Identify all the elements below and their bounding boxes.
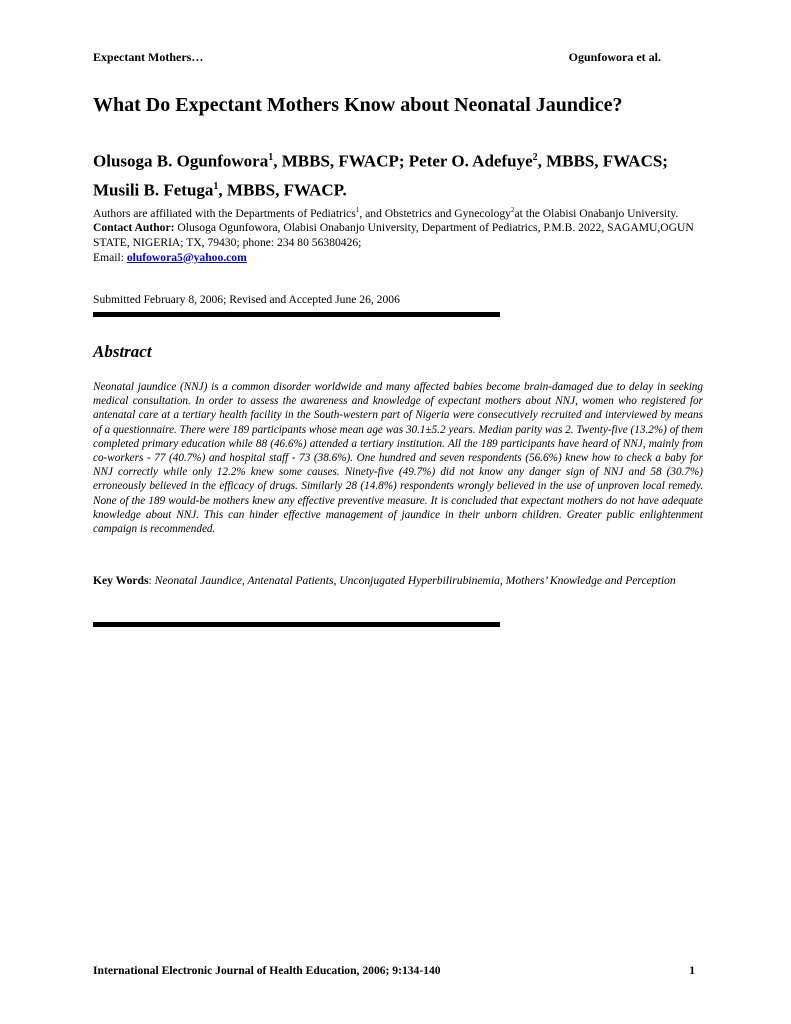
page-number: 1 [689,964,695,977]
affiliation-text: at the Olabisi Onabanjo University. [514,206,679,220]
author-degrees: , MBBS, FWACP; [273,151,409,171]
author-degrees: , MBBS, FWACS; [537,151,668,171]
section-divider [93,312,500,317]
affiliation-block [93,203,703,265]
abstract-heading: Abstract [93,342,152,361]
affiliation-mark: 2 [510,206,515,214]
author-affiliation-mark: 1 [213,180,219,192]
submission-dates: Submitted February 8, 2006; Revised and Accepted June 26, 2006 [93,293,400,306]
author-affiliation-mark: 1 [268,152,274,163]
author-list [93,145,713,202]
author-affiliation-mark: 2 [532,152,538,163]
abstract-text: Neonatal jaundice (NNJ) is a common disorder worldwide and many affected babies become brain-damaged due to delay in seeking medical consultation. In order to assess the awareness and knowledge of expectant mothers about NNJ, women who registered for antenatal care at a tertiary health facility in the South-western part of Nigeria were consecutively recruited and interviewed by means of a questionnaire. There were 189 participants whose mean age was 30.1±5.2 years. Median parity was 2. Twenty-five (13.2%) of them completed primary education while 88 (46.6%) attended a tertiary institution. All the 189 participants have heard of NNJ, mainly from co-workers - 77 (40.7%) and hospital staff - 73 (38.6%). One hundred and seven respondents (56.6%) knew how to check a baby for NNJ correctly while only 12.2% knew some causes. Ninety-five (49.7%) did not know any danger sign of NNJ and 58 (30.7%) erroneously believed in the efficacy of drugs. Similarly 28 (14.8%) respondents wrongly believed in the use of unproven local remedy. None of the 189 would-be mothers knew any effective preventive measure. It is concluded that expectant mothers do not have adequate knowledge about NNJ. This can hinder effective management of jaundice in their unborn children. Greater public enlightenment campaign is recommended. [93,381,703,536]
running-authors: Ogunfowora et al. [568,50,661,64]
keywords-colon: : [148,574,155,587]
journal-citation: International Electronic Journal of Health Education, 2006; 9:134-140 [93,964,441,977]
author-name: Olusoga B. Ogunfowora [93,151,269,171]
author-name: Peter O. Adefuye [408,151,533,171]
affiliation-mark: 1 [355,206,360,214]
email-link[interactable]: olufowora5@yahoo.com [126,250,247,264]
keywords-text: Neonatal Jaundice, Antenatal Patients, Unconjugated Hyperbilirubinemia, Mothers’ Knowledge and Perception [154,574,676,587]
email-label: Email: [93,250,127,264]
author-name: Musili B. Fetuga [93,180,214,200]
running-title: Expectant Mothers… [93,50,204,64]
contact-text: Olusoga Ogunfowora, Olabisi Onabanjo University, Department of Pediatrics, P.M.B. 2022, SAGAMU,OGUN STATE, NIGERIA; TX, 79430; phone: 234 80 56380426; [93,221,694,250]
affiliation-text: , and Obstetrics and Gynecology [359,206,511,220]
author-degrees: , MBBS, FWACP. [218,180,347,200]
affiliation-text: Authors are affiliated with the Departments of Pediatrics [93,206,356,220]
contact-label: Contact Author: [93,221,175,235]
keywords [93,574,703,589]
keywords-label: Key Words [93,574,149,587]
article-title: What Do Expectant Mothers Know about Neonatal Jaundice? [93,94,623,116]
section-divider [93,622,500,627]
